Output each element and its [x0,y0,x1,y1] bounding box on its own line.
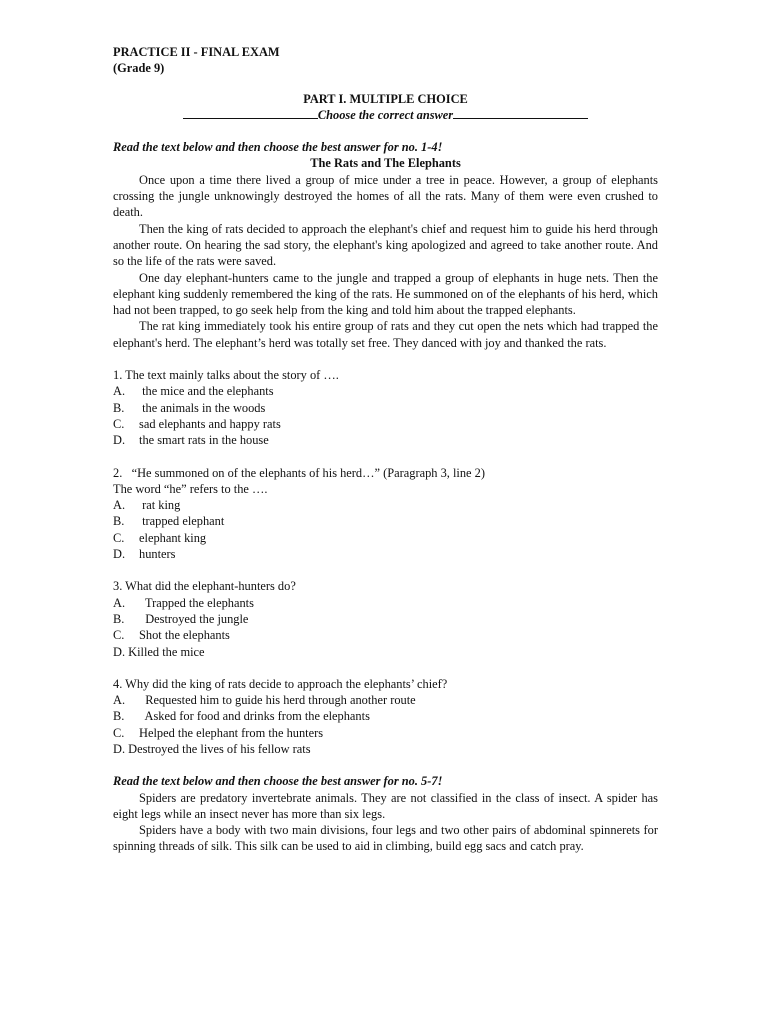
answer-option: A. Trapped the elephants [113,595,254,610]
section1-instruction: Read the text below and then choose the best answer for no. 1-4! [113,140,443,155]
part-instruction-text: Choose the correct answer [317,107,454,122]
answer-option: B. Destroyed the jungle [113,611,249,626]
grade-label: (Grade 9) [113,61,165,76]
answer-option: C. Shot the elephants [113,628,230,643]
story-paragraph: Then the king of rats decided to approach the elephant's chief and request him to guide his herd through another route. On hearing the sad story, the elephant's king apologized and agreed to take another route. And so the life of the rats were saved. [113,221,658,269]
underline-left [183,107,318,119]
section2-instruction: Read the text below and then choose the best answer for no. 5-7! [113,774,443,789]
story-paragraph: Once upon a time there lived a group of mice under a tree in peace. However, a group of elephants crossing the jungle unknowingly destroyed the homes of all the rats. Many of them were even crushed to death. [113,172,658,220]
answer-option: A. the mice and the elephants [113,384,274,399]
answer-option: A. Requested him to guide his herd through another route [113,693,416,708]
answer-option: C. elephant king [113,530,207,545]
story-paragraph: The rat king immediately took his entire group of rats and they cut open the nets which had trapped the elephant's herd. The elephant’s herd was totally set free. They danced with joy and thanked the rats. [113,319,658,350]
spider-paragraph: Spiders are predatory invertebrate animals. They are not classified in the class of insect. A spider has eight legs while an insect never has more than six legs. [113,790,658,821]
answer-option: D. the smart rats in the house [113,433,269,448]
answer-option: B. trapped elephant [113,514,225,529]
answer-option: D. Killed the mice [113,644,205,659]
question-2 [113,465,658,563]
question-text: 2. “He summoned on of the elephants of his herd…” (Paragraph 3, line 2) [113,465,485,480]
answer-option: C. sad elephants and happy rats [113,416,281,431]
answer-option: A. rat king [113,498,181,513]
spider-paragraph: Spiders have a body with two main divisions, four legs and two other pairs of abdominal spinnerets for spinning threads of silk. This silk can be used to aid in climbing, build egg sacs and catch pray. [113,823,658,854]
answer-option: B. Asked for food and drinks from the elephants [113,709,370,724]
question-text: 3. What did the elephant-hunters do? [113,579,296,594]
question-3 [113,578,658,659]
part-instruction [113,107,658,123]
part-title: PART I. MULTIPLE CHOICE [303,91,468,106]
document-body [113,44,658,855]
underline-right [453,107,588,119]
answer-option: D. hunters [113,547,176,562]
question-text: 1. The text mainly talks about the story of …. [113,368,339,383]
story-paragraph: One day elephant-hunters came to the jungle and trapped a group of elephants in huge nets. Then the elephant king suddenly remembered the king of the rats. He summoned on of the elephants of his herd, which had not been trapped, to go seek help from the king and told him about the trapped elephants. [113,270,658,318]
question-text: The word “he” refers to the …. [113,481,268,496]
answer-option: C. Helped the elephant from the hunters [113,725,324,740]
question-text: 4. Why did the king of rats decide to approach the elephants’ chief? [113,676,448,691]
question-4 [113,676,658,757]
answer-option: D. Destroyed the lives of his fellow rats [113,741,311,756]
story-title: The Rats and The Elephants [310,156,461,171]
answer-option: B. the animals in the woods [113,400,266,415]
exam-title: PRACTICE II - FINAL EXAM [113,45,280,59]
question-1 [113,367,658,448]
